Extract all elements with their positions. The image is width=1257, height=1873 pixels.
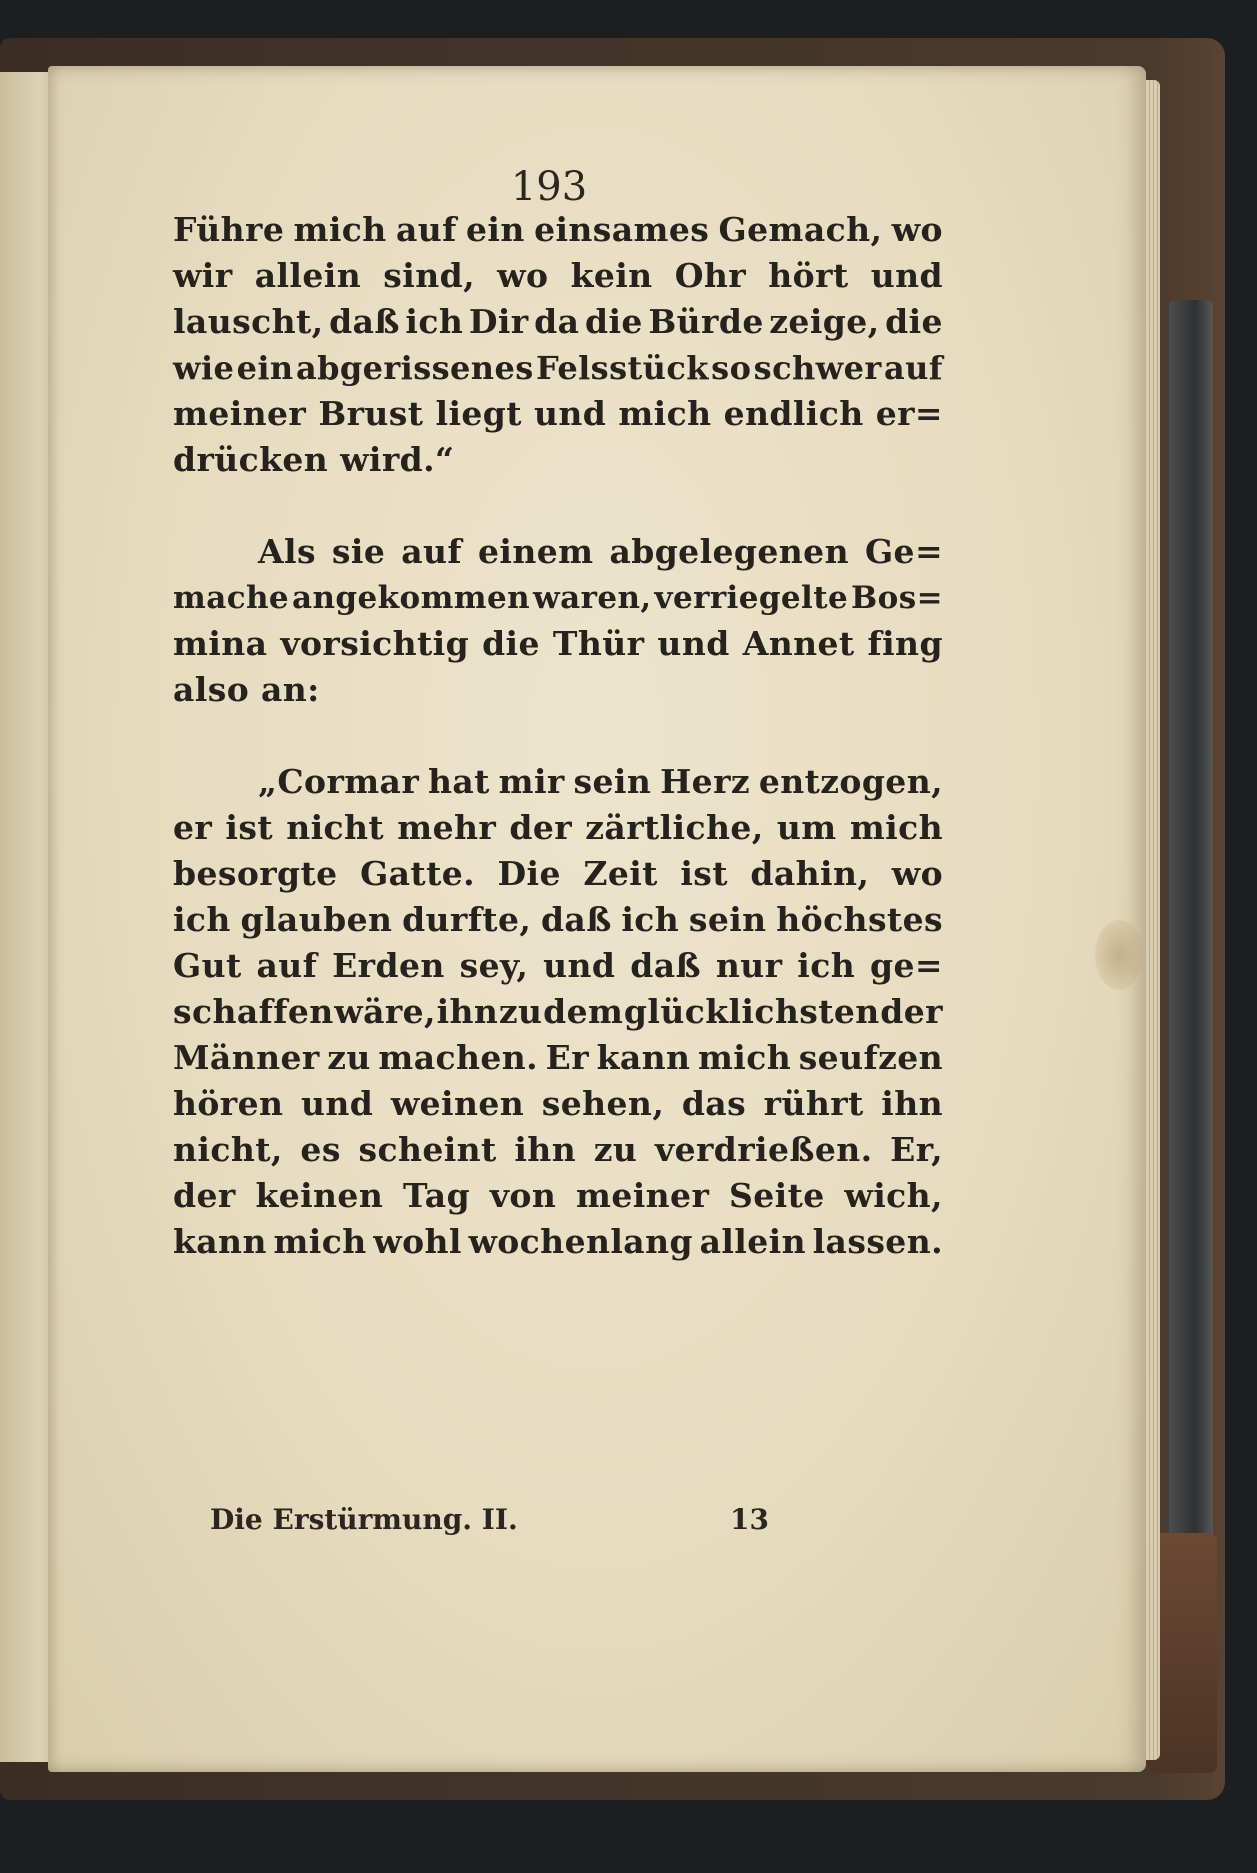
page-number: 193 [510,164,588,210]
text-line: mache angekommen waren, verriegelte Bos= [173,580,943,616]
text-line: er ist nicht mehr der zärtliche, um mich [173,808,943,847]
text-line: meiner Brust liegt und mich endlich er= [173,394,943,433]
cover-spine-edge [1169,300,1213,1540]
text-line: Als sie auf einem abgelegenen Ge= [258,532,943,571]
paper-stain [1095,920,1143,990]
text-line: nicht, es scheint ihn zu verdrießen. Er, [173,1130,943,1169]
text-line: hören und weinen sehen, das rührt ihn [173,1084,943,1123]
text-line: der keinen Tag von meiner Seite wich, [173,1176,943,1215]
text-line: also an: [173,670,320,709]
page-footer [210,1498,790,1542]
text-line: kann mich wohl wochenlang allein lassen. [173,1222,943,1261]
text-line: mina vorsichtig die Thür und Annet fing [173,624,943,663]
text-line: Führe mich auf ein einsames Gemach, wo [173,210,943,249]
text-line: wie ein abgerissenes Felsstück so schwer auf [173,349,943,387]
text-line: drücken wird.“ [173,440,455,479]
footer-sheet-number: 13 [730,1503,769,1536]
footer-signature: Die Erstürmung. II. [210,1503,518,1536]
text-line: Gut auf Erden sey, und daß nur ich ge= [173,946,943,985]
text-line: Männer zu machen. Er kann mich seufzen [173,1038,943,1077]
text-line: lauscht, daß ich Dir da die Bürde zeige, die [173,302,943,341]
text-line: besorgte Gatte. Die Zeit ist dahin, wo [173,854,943,893]
text-line: „Cormar hat mir sein Herz entzogen, [258,762,943,801]
text-line: schaffen wäre, ihn zu dem glücklichsten der [173,992,943,1031]
text-line: wir allein sind, wo kein Ohr hört und [173,256,943,295]
text-line: ich glauben durfte, daß ich sein höchstes [173,900,943,939]
